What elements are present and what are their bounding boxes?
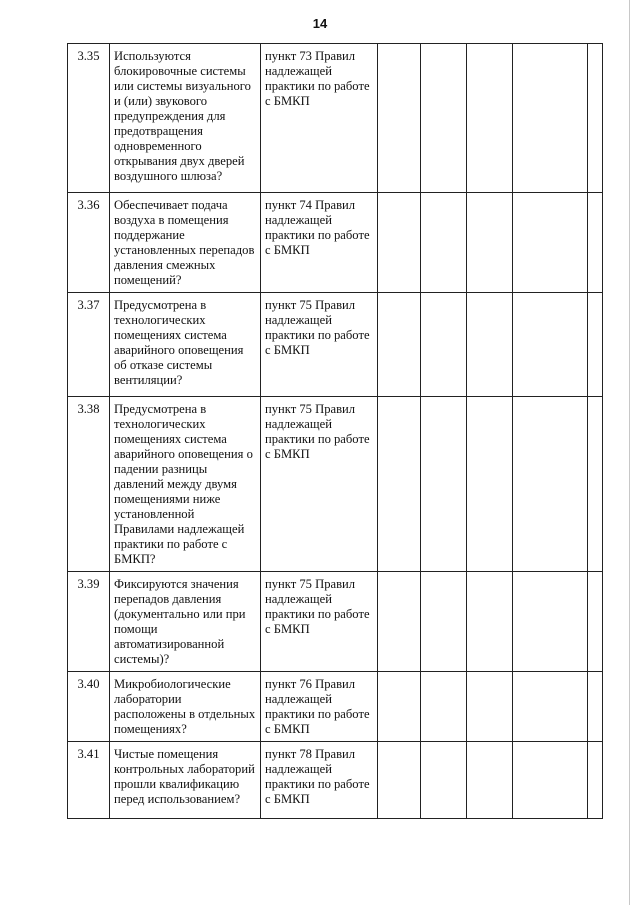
- requirement-question: Обеспечивает подача воздуха в помещения поддержание установленных перепадов давления смежных помещений?: [110, 193, 261, 293]
- item-number: 3.40: [68, 672, 110, 742]
- margin-cell: [588, 672, 603, 742]
- requirement-question: Используются блокировочные системы или системы визуального и (или) звукового предупреждения для предотвращения одновременного открывания двух дверей воздушного шлюза?: [110, 44, 261, 193]
- answer-cell-na[interactable]: [467, 742, 513, 819]
- legal-reference: пункт 75 Правил надлежащей практики по работе с БМКП: [261, 293, 378, 397]
- scan-edge-line: [629, 0, 630, 905]
- margin-cell: [588, 293, 603, 397]
- item-number: 3.37: [68, 293, 110, 397]
- item-number: 3.35: [68, 44, 110, 193]
- table-row: [68, 193, 603, 293]
- legal-reference: пункт 75 Правил надлежащей практики по работе с БМКП: [261, 397, 378, 572]
- margin-cell: [588, 397, 603, 572]
- table-row: [68, 397, 603, 572]
- answer-cell-no[interactable]: [421, 293, 467, 397]
- notes-cell[interactable]: [513, 44, 588, 193]
- notes-cell[interactable]: [513, 293, 588, 397]
- notes-cell[interactable]: [513, 397, 588, 572]
- answer-cell-no[interactable]: [421, 742, 467, 819]
- legal-reference: пункт 78 Правил надлежащей практики по работе с БМКП: [261, 742, 378, 819]
- table-row: [68, 672, 603, 742]
- margin-cell: [588, 193, 603, 293]
- margin-cell: [588, 44, 603, 193]
- item-number: 3.38: [68, 397, 110, 572]
- answer-cell-yes[interactable]: [378, 742, 421, 819]
- notes-cell[interactable]: [513, 193, 588, 293]
- answer-cell-yes[interactable]: [378, 397, 421, 572]
- answer-cell-yes[interactable]: [378, 193, 421, 293]
- notes-cell[interactable]: [513, 672, 588, 742]
- legal-reference: пункт 74 Правил надлежащей практики по работе с БМКП: [261, 193, 378, 293]
- table-row: [68, 293, 603, 397]
- answer-cell-no[interactable]: [421, 572, 467, 672]
- answer-cell-na[interactable]: [467, 572, 513, 672]
- answer-cell-na[interactable]: [467, 672, 513, 742]
- table-row: [68, 742, 603, 819]
- item-number: 3.36: [68, 193, 110, 293]
- answer-cell-no[interactable]: [421, 44, 467, 193]
- answer-cell-no[interactable]: [421, 397, 467, 572]
- notes-cell[interactable]: [513, 742, 588, 819]
- answer-cell-na[interactable]: [467, 293, 513, 397]
- legal-reference: пункт 76 Правил надлежащей практики по работе с БМКП: [261, 672, 378, 742]
- answer-cell-yes[interactable]: [378, 44, 421, 193]
- page-number: 14: [312, 16, 328, 31]
- requirement-question: Чистые помещения контрольных лабораторий прошли квалификацию перед использованием?: [110, 742, 261, 819]
- table-row: [68, 44, 603, 193]
- answer-cell-na[interactable]: [467, 193, 513, 293]
- item-number: 3.41: [68, 742, 110, 819]
- notes-cell[interactable]: [513, 572, 588, 672]
- answer-cell-na[interactable]: [467, 397, 513, 572]
- item-number: 3.39: [68, 572, 110, 672]
- margin-cell: [588, 742, 603, 819]
- answer-cell-no[interactable]: [421, 672, 467, 742]
- answer-cell-yes[interactable]: [378, 572, 421, 672]
- requirement-question: Предусмотрена в технологических помещениях система аварийного оповещения об отказе системы вентиляции?: [110, 293, 261, 397]
- legal-reference: пункт 75 Правил надлежащей практики по работе с БМКП: [261, 572, 378, 672]
- margin-cell: [588, 572, 603, 672]
- table-row: [68, 572, 603, 672]
- answer-cell-no[interactable]: [421, 193, 467, 293]
- requirement-question: Предусмотрена в технологических помещениях система аварийного оповещения о падении разницы давлений между двумя помещениями ниже установленной Правилами надлежащей практики по работе с БМКП?: [110, 397, 261, 572]
- requirement-question: Микробиологические лаборатории расположены в отдельных помещениях?: [110, 672, 261, 742]
- answer-cell-na[interactable]: [467, 44, 513, 193]
- requirement-question: Фиксируются значения перепадов давления (документально или при помощи автоматизированной системы)?: [110, 572, 261, 672]
- checklist-table: [67, 43, 603, 819]
- legal-reference: пункт 73 Правил надлежащей практики по работе с БМКП: [261, 44, 378, 193]
- answer-cell-yes[interactable]: [378, 293, 421, 397]
- answer-cell-yes[interactable]: [378, 672, 421, 742]
